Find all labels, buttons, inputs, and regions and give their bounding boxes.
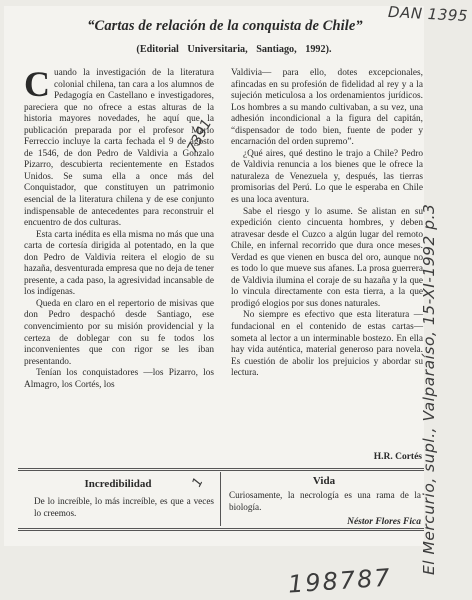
divider-line	[18, 468, 424, 469]
article-title: “Cartas de relación de la conquista de Chile”	[87, 18, 363, 34]
article-paragraph: No siempre es efectivo que esta literatura —fundacional en el contenido de estas cartas— someta al lector a un interminable bostezo. En ella hay vida auténtica, material generoso para novela. Es cuestión de abolir los prejuicios y abordar su lectura.	[231, 310, 423, 379]
box-right-title: Vida	[312, 475, 336, 487]
article-paragraph: Tenían los conquistadores —los Pizarro, los Almagro, los Cortés, los	[24, 368, 214, 390]
article-column-1	[24, 64, 214, 391]
handwritten-mark: 7391	[184, 116, 216, 156]
box-right-text: Curiosamente, la necrología es una rama de la biología.	[229, 490, 421, 512]
box-right-signature: Néstor Flores Fica	[347, 517, 421, 527]
handwritten-number: 198787	[287, 563, 393, 599]
article-subtitle: (Editorial Universitaria, Santiago, 1992).	[136, 44, 332, 55]
handwritten-code: DAN 1395	[387, 2, 469, 26]
handwritten-source-note: El Mercurio, supl., Valparaíso, 15-XI-1992 p.3	[420, 203, 438, 575]
box-left-title: Incredibilidad	[84, 478, 152, 490]
newspaper-clipping	[4, 6, 424, 546]
handwritten-mark: 1	[189, 475, 207, 490]
article-column-2	[231, 68, 423, 380]
divider-line	[18, 530, 424, 531]
box-left-text: De lo increíble, lo más increíble, es que a veces lo creemos.	[34, 496, 214, 518]
divider-line	[18, 528, 424, 529]
drop-cap: C	[24, 64, 50, 104]
paragraph-text: uando la investigación de la literatura colonial chilena, tan cara a los alumnos de Pedagogía en Castellano e investigadores, pareciera que no ofrece a estas alturas de la historia mayores novedades, he aquí que la publicación preparada por el profesor Mario Ferreccio incluye la carta fechada el 9 de agosto de 1546, de don Pedro de Valdivia a Gonzalo Pizarro, descubierta recientemente en Estados Unidos. Se suma ella a once más del Conquistador, que constituyen un patrimonio esencial de la literatura chilena y de ese conjunto indispensable de antecedentes para reconstruir el encuentro de dos culturas.	[24, 68, 214, 229]
article-paragraph: Sabe el riesgo y lo asume. Se alistan en su expedición ciento cincuenta hombres, y deben atravesar desde el Cuzco a algún lugar del remoto Chile, en infernal recorrido que dura once meses. Verdad es que vienen en busca del oro, aunque no es todo lo que mueve sus afanes. La prosa guerrera de Valdivia ilumina el coraje de su hazaña y la que lo vincula directamente con esta tierra, a la que prodigó elogios por sus dones naturales.	[231, 206, 423, 309]
article-paragraph: Queda en claro en el repertorio de misivas que don Pedro despachó desde Santiago, ese convencimiento por su misión providencial y la certeza de doblegar con su fe todos los inconvenientes que con rigor se les iban presentando.	[24, 298, 214, 367]
article-paragraph: Esta carta inédita es ella misma no más que una carta de cortesía dirigida al potentado, en la que don Pedro de Valdivia reitera el elogio de su hazaña, desventurada empresa que no deja de tener presente, a cada paso, la agresividad incansable de los indígenas.	[24, 229, 214, 298]
article-paragraph: ¿Qué aires, qué destino le trajo a Chile? Pedro de Valdivia renuncia a los bienes que le ofrece la naturaleza de Venezuela y, después, las tierras promisorias del Perú. Lo que le esperaba en Chile es una loca aventura.	[231, 148, 423, 206]
divider-line	[18, 470, 424, 471]
article-author: H.R. Cortés	[373, 452, 422, 462]
box-divider	[220, 472, 221, 526]
article-paragraph: Valdivia— para ello, dotes excepcionales, afincadas en su profesión de fidelidad al rey y a la sujeción meticulosa a los ordenamientos jurídicos. Los hombres a su mando cultivaban, a su vez, una adhesión incondicional a la figura del capitán, “dispensador de todo bien, fuente de poder y encarnación del orden supremo”.	[231, 68, 423, 148]
